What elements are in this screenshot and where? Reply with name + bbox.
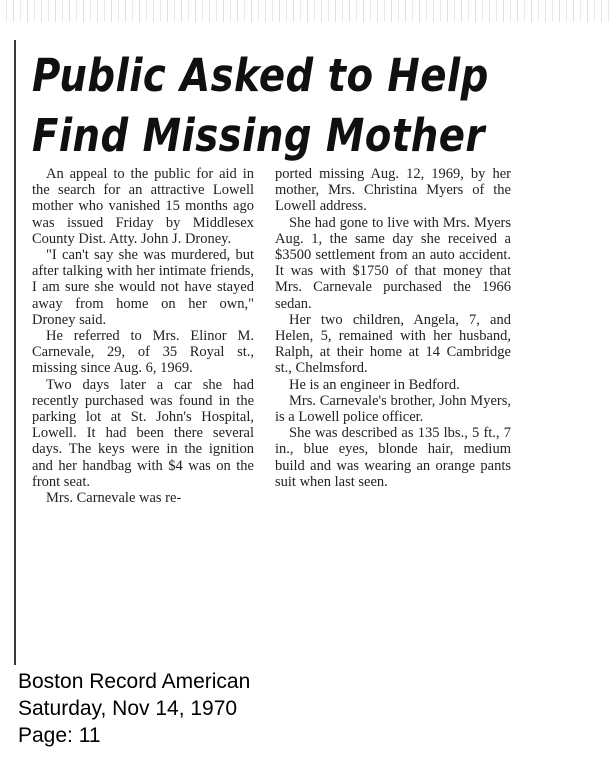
paragraph: ported missing Aug. 12, 1969, by her mother, Mrs. Christina Myers of the Lowell address. (275, 166, 511, 215)
paragraph: Mrs. Carnevale's brother, John Myers, is a Lowell police officer. (275, 392, 511, 426)
scan-edge-noise (0, 0, 610, 22)
caption-date: Saturday, Nov 14, 1970 (18, 697, 238, 720)
paragraph: He referred to Mrs. Elinor M. Carnevale, 29, of 35 Royal st., missing since Aug. 6, 1969. (32, 328, 254, 377)
paragraph: She was described as 135 lbs., 5 ft., 7 in., blue eyes, blonde hair, medium build and was wearing an orange pants suit when last seen. (275, 425, 511, 490)
article-column-right (275, 166, 511, 490)
paragraph: Her two children, Angela, 7, and Helen, 5, remained with her husband, Ralph, at their home at 14 Cambridge st., Chelmsford. (275, 311, 511, 377)
paragraph: Mrs. Carnevale was re- (46, 490, 182, 507)
article-column-left (32, 166, 254, 506)
caption-source: Boston Record American (18, 670, 251, 693)
caption-page: Page: 11 (18, 724, 101, 747)
paragraph: "I can't say she was murdered, but after talking with her intimate friends, I am sure she would not have stayed away from home on her own," Droney said. (32, 247, 254, 328)
paragraph: He is an engineer in Bedford. (289, 376, 460, 393)
paragraph: Two days later a car she had recently purchased was found in the parking lot at St. John's Hospital, Lowell. It had been there several days. The keys were in the ignition and her handbag with $4 was on the front seat. (32, 376, 254, 490)
source-caption (18, 668, 250, 749)
headline-line-2: Find Missing Mother (32, 109, 485, 162)
headline (32, 46, 514, 166)
paragraph: An appeal to the public for aid in the search for an attractive Lowell mother who vanished 15 months ago was issued Friday by Middlesex County Dist. Atty. John J. Droney. (32, 166, 254, 247)
headline-line-1: Public Asked to Help (32, 49, 489, 102)
paragraph: She had gone to live with Mrs. Myers Aug. 1, the same day she received a $3500 settlement from an auto accident. It was with $1750 of that money that Mrs. Carnevale purchased the 1966 sedan. (275, 214, 511, 312)
